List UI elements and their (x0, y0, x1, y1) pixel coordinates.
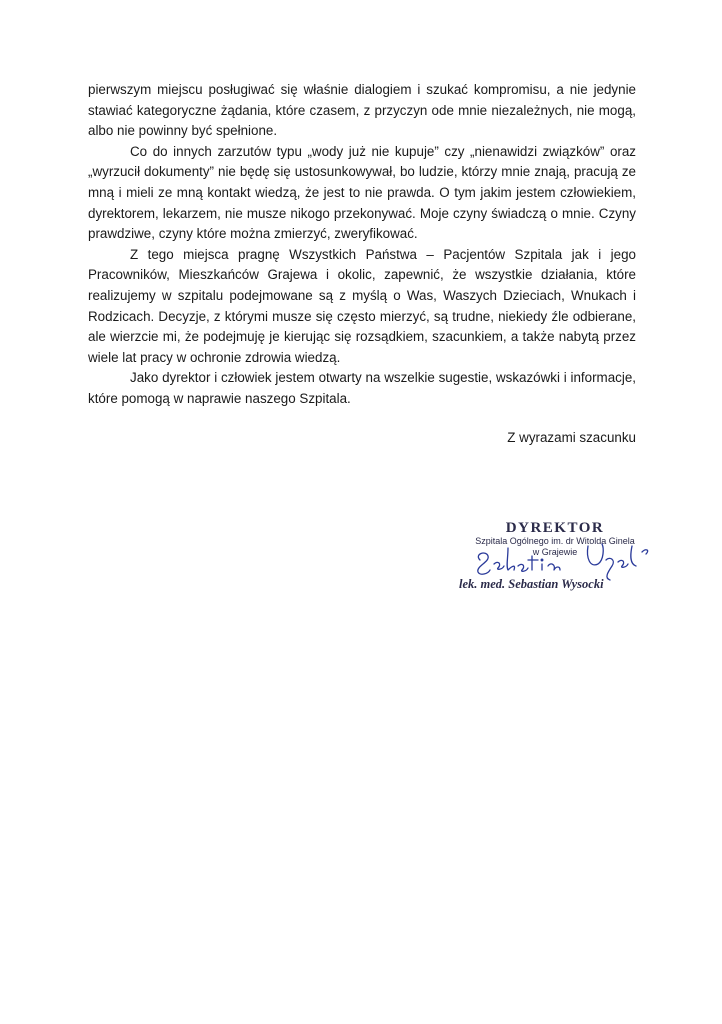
paragraph-2: Co do innych zarzutów typu „wody już nie kupuje” czy „nienawidzi związków” oraz „wyrzucił dokumenty” nie będę się ustosunkowywał, bo ludzie, którzy mnie znają, pracują ze mną i mieli ze mną kontakt wiedzą, że jest to nie prawda. O tym jakim jestem człowiekiem, dyrektorem, lekarzem, nie musze nikogo przekonywać. Moje czyny świadczą o mnie. Czyny prawdziwe, czyny które można zmierzyć, zweryfikować. (88, 143, 636, 242)
paragraph-3: Z tego miejsca pragnę Wszystkich Państwa – Pacjentów Szpitala jak i jego Pracowników, Mieszkańców Grajewa i okolic, zapewnić, że wszystkie działania, które realizujemy w szpitalu podejmowane są z myślą o Was, Waszych Dzieciach, Wnukach i Rodzicach. Decyzje, z którymi musze się często mierzyć, są trudne, niekiedy źle odbierane, ale wierzcie mi, że podejmuję je kierując się rozsądkiem, szacunkiem, a także nabytą przez wiele lat pracy w ochronie zdrowia wiedzą. (88, 246, 636, 365)
stamp-title: DYREKTOR (505, 520, 605, 536)
letter-body (88, 80, 636, 410)
paragraph-4: Jako dyrektor i człowiek jestem otwarty na wszelkie sugestie, wskazówki i informacje, które pomogą w naprawie naszego Szpitala. (88, 370, 636, 406)
stamp-organization: Szpitala Ogólnego im. dr Witolda Ginela (475, 536, 635, 546)
paragraph-1: pierwszym miejscu posługiwać się właśnie dialogiem i szukać kompromisu, a nie jedynie stawiać kategoryczne żądania, które czasem, z przyczyn ode mnie niezależnych, nie mogą, albo nie powinny być spełnione. (88, 82, 636, 139)
stamp-name: lek. med. Sebastian Wysocki (459, 577, 604, 591)
director-stamp (455, 520, 655, 600)
stamp-city: w Grajewie (532, 547, 578, 557)
closing-salutation: Z wyrazami szacunku (507, 430, 636, 445)
